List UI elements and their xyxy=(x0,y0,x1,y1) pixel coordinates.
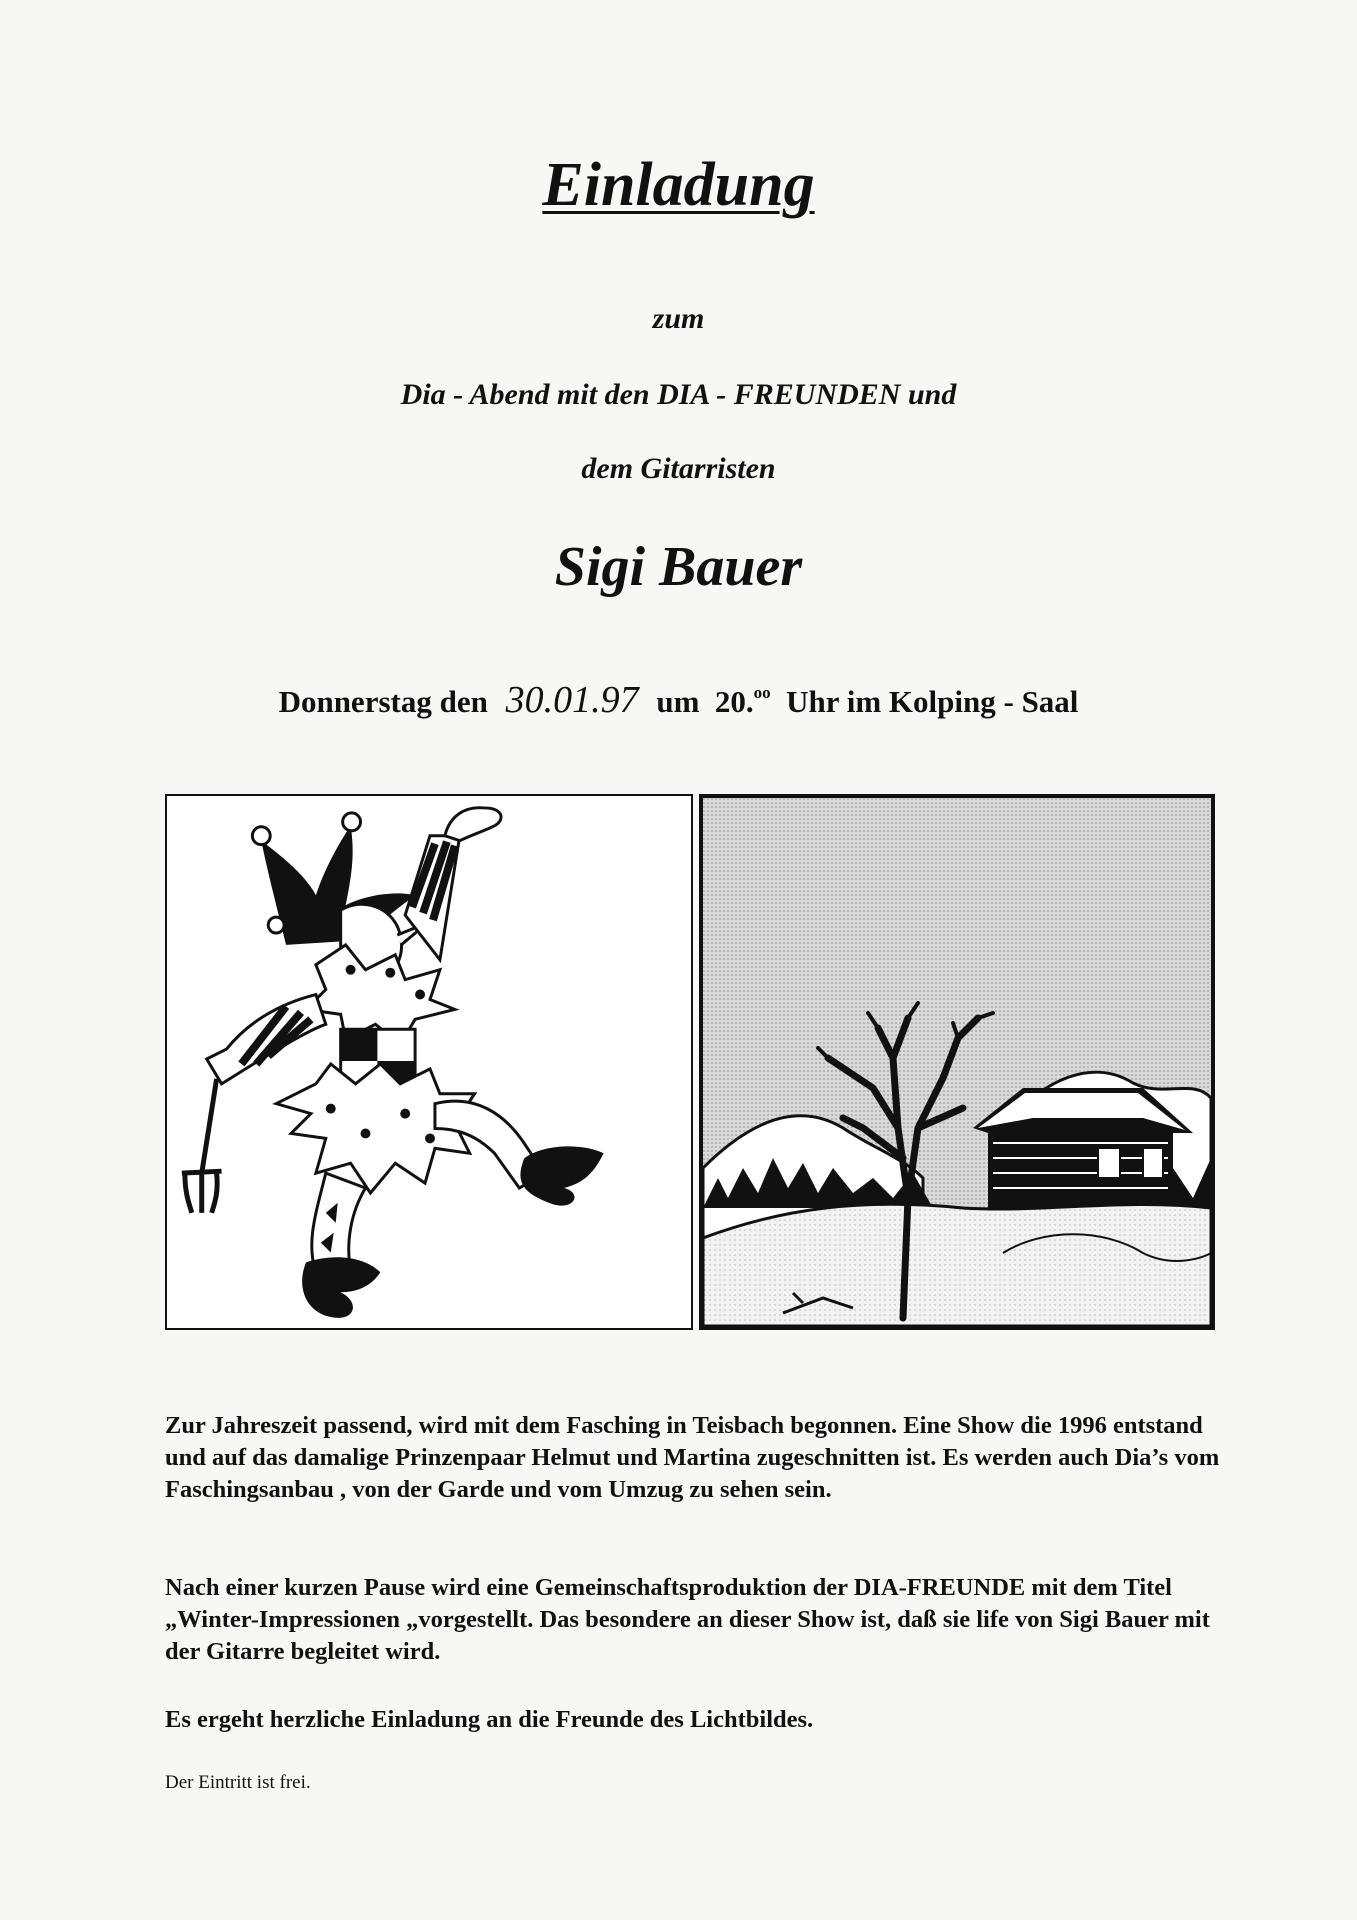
event-time-sup: oo xyxy=(753,683,771,702)
event-location: Uhr im Kolping - Saal xyxy=(786,684,1079,719)
event-date: 30.01.97 xyxy=(505,679,639,721)
paragraph-winter: Nach einer kurzen Pause wird eine Gemeinschaftsproduktion der DIA-FREUNDE mit dem Titel „Winter-Impressionen „vorgestellt. Das besondere an dieser Show ist, daß sie life von Sigi Bauer mit der Gitarre begleitet wird. xyxy=(165,1574,1210,1665)
dia-abend-line: Dia - Abend mit den DIA - FREUNDEN und xyxy=(400,378,957,411)
paragraph-fasching: Zur Jahreszeit passend, wird mit dem Fasching in Teisbach begonnen. Eine Show die 1996 entstand und auf das damalige Prinzenpaar Helmut und Martina zugeschnitten ist. Es werden auch Dia’s vom Faschingsanbau , von der Garde und vom Umzug zu sehen sein. xyxy=(165,1412,1220,1503)
performer-name: Sigi Bauer xyxy=(554,536,803,598)
event-dateline xyxy=(0,678,1357,722)
winter-landscape-illustration xyxy=(703,798,1211,1326)
admission-note: Der Eintritt ist frei. xyxy=(165,1772,311,1793)
zum-line: zum xyxy=(652,302,705,335)
gitarrist-line: dem Gitarristen xyxy=(581,452,776,485)
weekday-text: Donnerstag den xyxy=(278,684,488,719)
winter-landscape-image xyxy=(699,794,1215,1330)
paragraph-invitation: Es ergeht herzliche Einladung an die Freunde des Lichtbildes. xyxy=(165,1706,814,1733)
event-time: 20. xyxy=(714,684,754,719)
page-title: Einladung xyxy=(542,151,815,219)
jester-image xyxy=(165,794,693,1330)
um-text: um xyxy=(656,684,700,719)
jester-illustration xyxy=(167,796,691,1328)
